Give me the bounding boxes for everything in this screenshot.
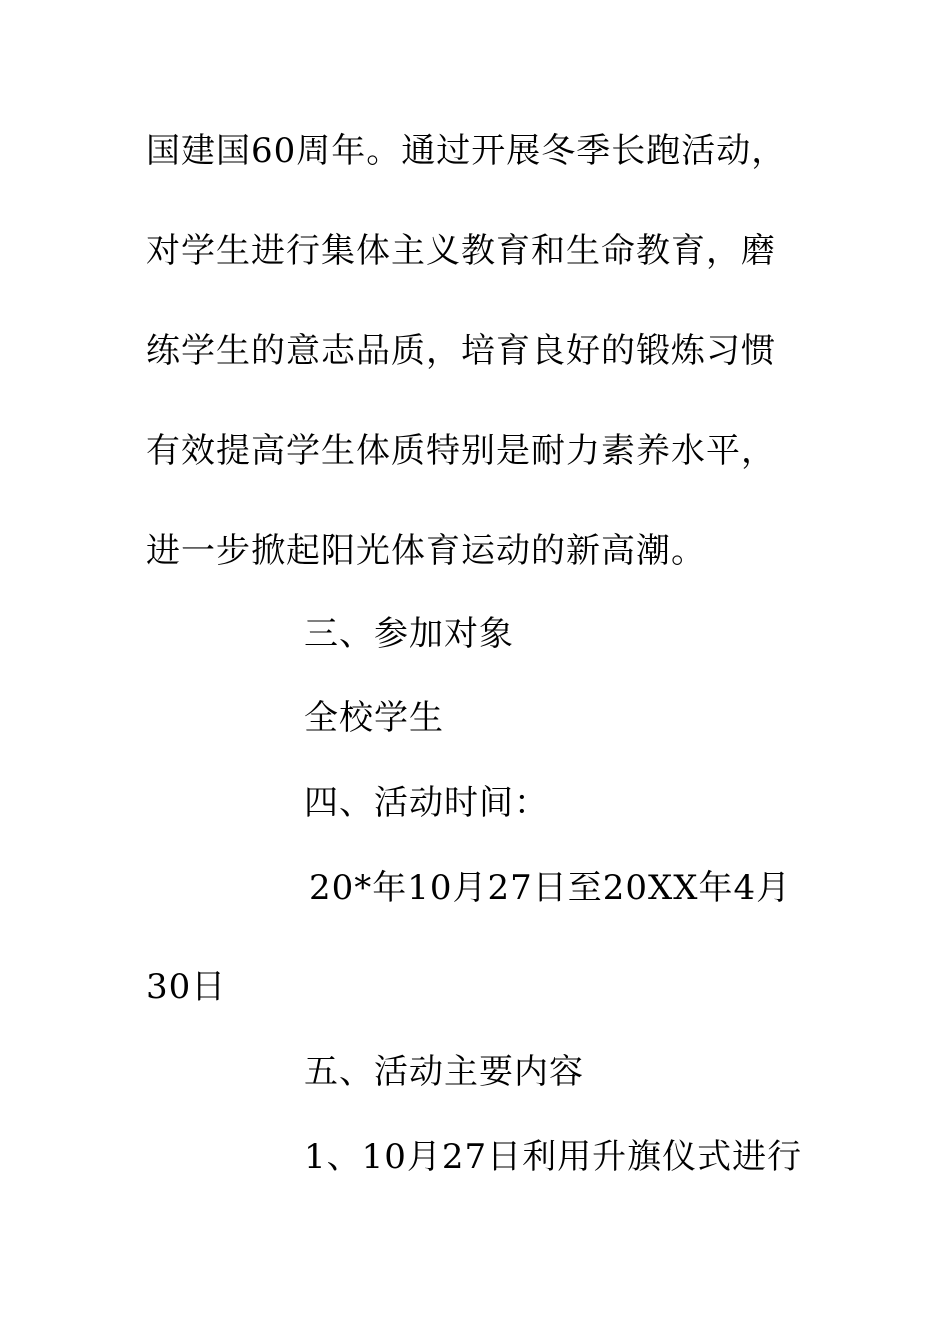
activity-time-text-continued: 30日 [146, 967, 227, 1007]
section-heading-participants: 三、参加对象 [304, 614, 514, 654]
content-item-1: 1、10月27日利用升旗仪式进行 [304, 1137, 803, 1177]
paragraph-line: 对学生进行集体主义教育和生命教育，磨 [146, 231, 776, 271]
paragraph-line: 国建国60周年。通过开展冬季长跑活动， [146, 131, 787, 171]
activity-time-text: 20*年10月27日至20XX年4月 [309, 868, 792, 908]
section-heading-content: 五、活动主要内容 [304, 1052, 584, 1092]
paragraph-line: 有效提高学生体质特别是耐力素养水平， [146, 431, 776, 471]
paragraph-line: 进一步掀起阳光体育运动的新高潮。 [146, 531, 706, 571]
section-heading-time: 四、活动时间： [304, 783, 549, 823]
paragraph-line: 练学生的意志品质，培育良好的锻炼习惯 [146, 331, 776, 371]
participants-text: 全校学生 [304, 698, 444, 738]
